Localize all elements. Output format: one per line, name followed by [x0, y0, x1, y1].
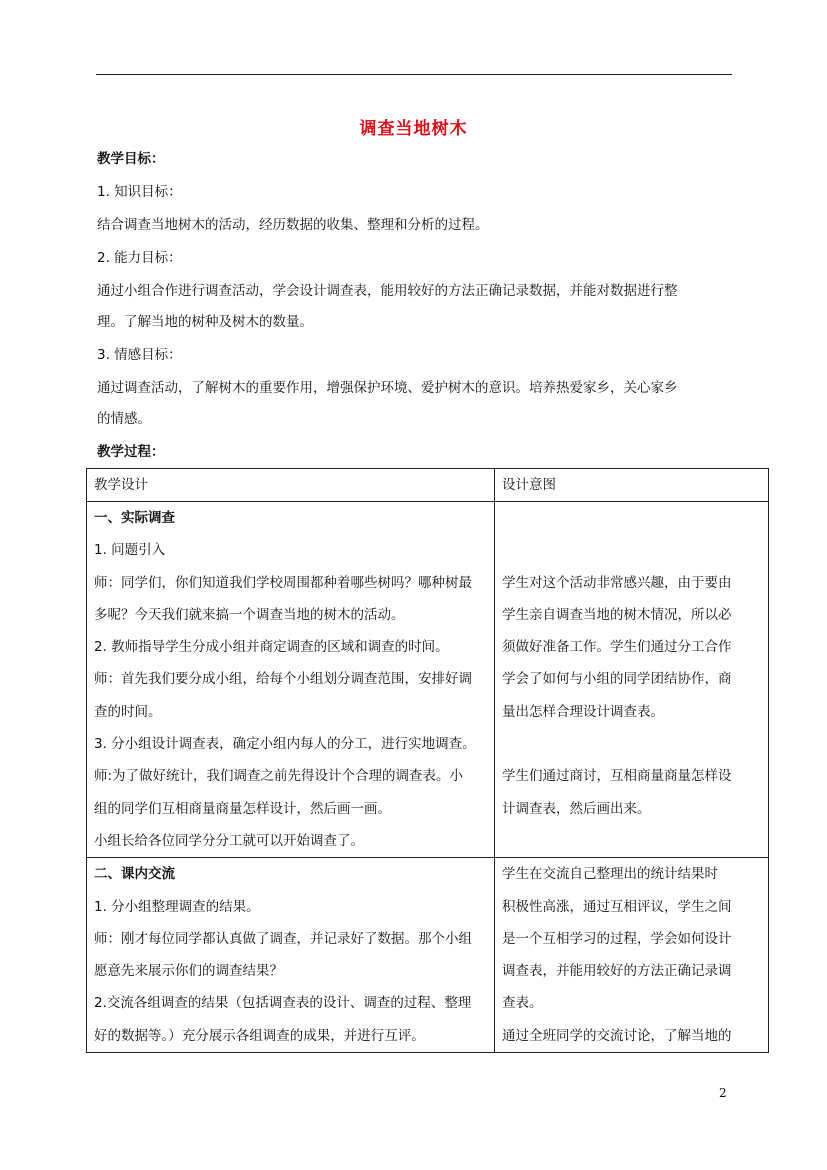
- design-line: 师:为了做好统计，我们调查之前先得设计个合理的调查表。小: [94, 768, 464, 785]
- teaching-process-table: [86, 468, 769, 1053]
- intent-line: 须做好准备工作。学生们通过分工合作: [502, 639, 732, 656]
- header-design: 教学设计: [87, 469, 495, 502]
- intent-line: 调查表，并能用较好的方法正确记录调: [502, 963, 732, 980]
- table-row-section1: [87, 502, 769, 858]
- emotion-text-line2: 的情感。: [97, 411, 151, 427]
- design-line: 1. 问题引入: [94, 542, 166, 559]
- section2-heading: 二、课内交流: [94, 866, 175, 883]
- knowledge-text: 结合调查当地树木的活动，经历数据的收集、整理和分析的过程。: [97, 217, 489, 233]
- design-line: 小组长给各位同学分分工就可以开始调查了。: [94, 832, 364, 849]
- page-number: 2: [719, 1086, 727, 1100]
- intent-line: 查表。: [502, 995, 543, 1012]
- emotion-label: 3. 情感目标：: [97, 347, 182, 363]
- design-line: 愿意先来展示你们的调查结果？: [94, 963, 283, 980]
- ability-text-line2: 理。了解当地的树种及树木的数量。: [97, 314, 313, 330]
- design-line: 2.交流各组调查的结果（包括调查表的设计、调查的过程、整理: [94, 995, 472, 1012]
- design-line: 多呢？今天我们就来搞一个调查当地的树木的活动。: [94, 606, 405, 623]
- design-line: 2. 教师指导学生分成小组并商定调查的区域和调查的时间。: [94, 639, 449, 656]
- table-header-row: [87, 469, 769, 502]
- section2-intent-cell: [495, 858, 769, 1053]
- intent-line: 学生们通过商讨，互相商量商量怎样设: [502, 768, 732, 785]
- intent-line: 学生在交流自己整理出的统计结果时: [502, 866, 718, 883]
- knowledge-label: 1. 知识目标：: [97, 184, 182, 200]
- header-intent: 设计意图: [495, 469, 769, 502]
- section1-intent-cell: [495, 502, 769, 858]
- intent-line: 量出怎样合理设计调查表。: [502, 703, 664, 720]
- section1-heading: 一、实际调查: [94, 510, 175, 526]
- objectives-heading: 教学目标：: [97, 151, 165, 167]
- intent-line: 通过全班同学的交流讨论，了解当地的: [502, 1027, 732, 1044]
- design-line: 组的同学们互相商量商量怎样设计，然后画一画。: [94, 800, 391, 817]
- design-line: 师：刚才每位同学都认真做了调查，并记录好了数据。那个小组: [94, 930, 472, 947]
- intent-line: 是一个互相学习的过程，学会如何设计: [502, 930, 732, 947]
- design-line: 查的时间。: [94, 703, 162, 720]
- intent-line: 计调查表，然后画出来。: [502, 800, 651, 817]
- page-title: 调查当地树木: [359, 119, 468, 139]
- design-line: 1. 分小组整理调查的结果。: [94, 898, 260, 915]
- ability-label: 2. 能力目标：: [97, 250, 182, 266]
- table-row-section2: [87, 858, 769, 1053]
- process-heading: 教学过程：: [97, 444, 165, 460]
- emotion-text-line1: 通过调查活动，了解树木的重要作用，增强保护环境、爱护树木的意识。培养热爱家乡，关心家乡: [97, 380, 678, 396]
- intent-line: 学会了如何与小组的同学团结协作，商: [502, 671, 732, 688]
- design-line: 好的数据等。）充分展示各组调查的成果，并进行互评。: [94, 1027, 425, 1044]
- design-line: 师：同学们，你们知道我们学校周围都种着哪些树吗？哪种树最: [94, 574, 472, 591]
- section2-design-cell: [87, 858, 495, 1053]
- section1-design-cell: [87, 502, 495, 858]
- design-line: 3. 分小组设计调查表，确定小组内每人的分工，进行实地调查。: [94, 736, 476, 753]
- design-line: 师：首先我们要分成小组，给每个小组划分调查范围，安排好调: [94, 671, 472, 688]
- intent-line: 积极性高涨，通过互相评议，学生之间: [502, 898, 732, 915]
- intent-line: 学生对这个活动非常感兴趣，由于要由: [502, 574, 732, 591]
- intent-line: 学生亲自调查当地的树木情况，所以必: [502, 606, 732, 623]
- ability-text-line1: 通过小组合作进行调查活动，学会设计调查表，能用较好的方法正确记录数据，并能对数据进行整: [97, 283, 678, 299]
- header-rule: [96, 74, 732, 75]
